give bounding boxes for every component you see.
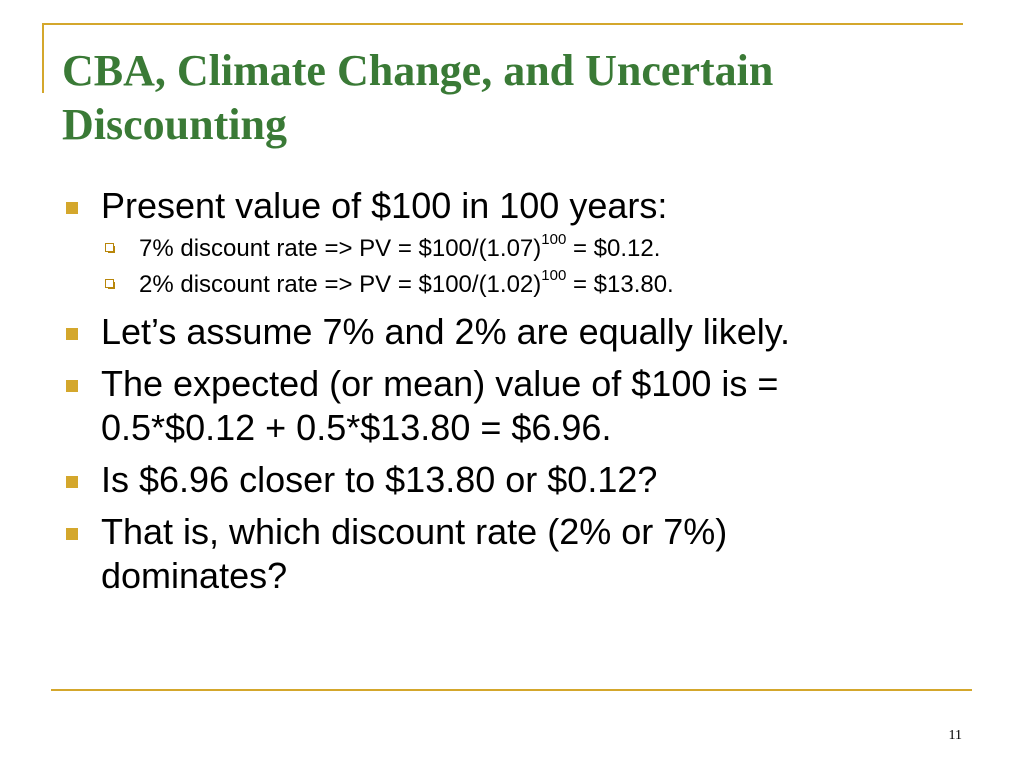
frame-left-rule — [42, 23, 44, 93]
page-number: 11 — [948, 728, 962, 743]
footer-rule — [51, 689, 972, 691]
bullet-closer-question — [64, 458, 964, 502]
bullet-text-line-2: dominates? — [101, 555, 288, 596]
bullet-text: Is $6.96 closer to $13.80 or $0.12? — [101, 459, 658, 500]
square-bullet-icon — [66, 380, 78, 392]
square-bullet-icon — [66, 476, 78, 488]
slide-title — [62, 44, 962, 152]
square-bullet-icon — [66, 202, 78, 214]
bullet-text: Present value of $100 in 100 years: — [101, 185, 668, 226]
sub-bullet-text: 2% discount rate => PV = $100/(1.02) — [139, 271, 542, 298]
frame-top-rule — [42, 23, 963, 25]
bullet-equally-likely — [64, 310, 964, 354]
slide-body — [64, 184, 964, 598]
sub-bullet-result: = $0.12. — [566, 235, 661, 262]
bullet-present-value — [64, 184, 964, 228]
exponent: 100 — [541, 267, 567, 284]
bullet-text: Let’s assume 7% and 2% are equally likely. — [101, 311, 791, 352]
bullet-text-line-1: The expected (or mean) value of $100 is = — [101, 363, 779, 404]
sub-bullet-7-percent — [64, 231, 964, 264]
hollow-square-bullet-icon — [105, 243, 114, 252]
title-line-2: Discounting — [62, 100, 287, 149]
bullet-text-line-2: 0.5*$0.12 + 0.5*$13.80 = $6.96. — [101, 407, 612, 448]
sub-bullet-text: 7% discount rate => PV = $100/(1.07) — [139, 235, 542, 262]
square-bullet-icon — [66, 528, 78, 540]
bullet-expected-value — [64, 362, 964, 450]
sub-bullet-result: = $13.80. — [566, 271, 674, 298]
bullet-text-line-1: That is, which discount rate (2% or 7%) — [101, 511, 728, 552]
title-line-1: CBA, Climate Change, and Uncertain — [62, 46, 774, 95]
sub-bullet-2-percent — [64, 267, 964, 300]
hollow-square-bullet-icon — [105, 279, 114, 288]
exponent: 100 — [541, 231, 567, 248]
bullet-dominates-question — [64, 510, 964, 598]
square-bullet-icon — [66, 328, 78, 340]
